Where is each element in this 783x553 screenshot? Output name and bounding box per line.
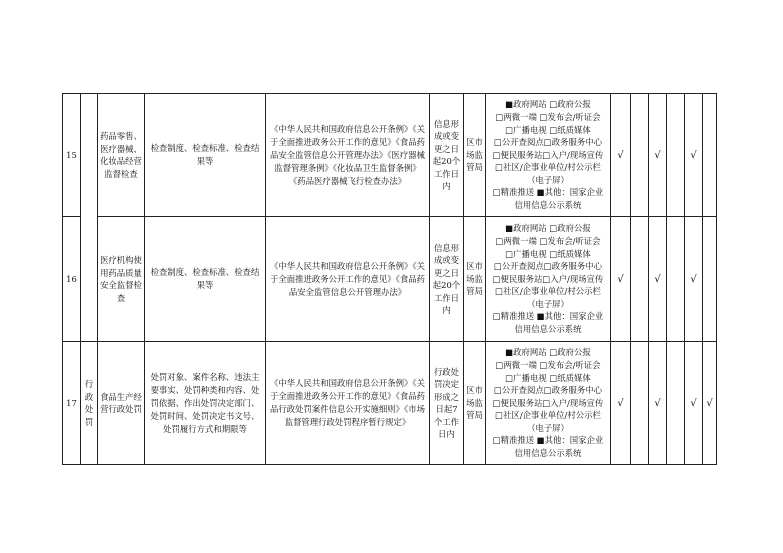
subject-cell: 区市场监管局	[464, 217, 486, 342]
check-mark	[703, 217, 717, 342]
check-mark: √	[649, 342, 667, 465]
channel-line: □两微一端 □发布会/听证会	[495, 359, 601, 370]
channel-line: □精准推送 ■其他：国家企业	[492, 435, 604, 446]
category-cell: 行政处罚	[81, 342, 98, 465]
channel-line: □社区/企事业单位/村公示栏	[495, 286, 601, 297]
check-mark: √	[685, 342, 703, 465]
channel-line: （电子屏）	[527, 422, 569, 433]
check-mark	[631, 342, 649, 465]
channel-line: □社区/企事业单位/村公示栏	[495, 410, 601, 421]
channel-line: □公开查阅点□政务服务中心	[494, 385, 602, 396]
check-mark: √	[611, 342, 631, 465]
time-limit-cell: 行政处罚决定形成之日起7个工作日内	[430, 342, 464, 465]
channel-line: □公开查阅点□政务服务中心	[494, 137, 602, 148]
channels-cell	[486, 342, 611, 465]
channel-line: □精准推送 ■其他：国家企业	[492, 187, 604, 198]
check-mark: √	[649, 217, 667, 342]
channel-line: （电子屏）	[527, 174, 569, 185]
channel-line: □便民服务站□入户/现场宣传	[492, 149, 604, 160]
disclosure-table	[62, 93, 717, 465]
channels-cell	[486, 217, 611, 342]
row-number: 16	[63, 217, 81, 342]
table-row	[63, 342, 717, 465]
basis-cell: 《中华人民共和国政府信息公开条例》《关于全面推进政务公开工作的意见》《食品药品安全监管信息公开管理办法》《医疗器械监督管理条例》《化妆品卫生监督条例》《药品医疗器械飞行检查办法》	[266, 94, 430, 217]
item-cell: 食品生产经营行政处罚	[98, 342, 145, 465]
channel-line: 信用信息公示系统	[514, 324, 582, 335]
time-limit-cell: 信息形成或变更之日起20个工作日内	[430, 217, 464, 342]
time-limit-cell: 信息形成或变更之日起20个工作日内	[430, 94, 464, 217]
channel-line: ■政府网站 □政府公报	[505, 99, 591, 110]
channel-line: □两微一端 □发布会/听证会	[495, 111, 601, 122]
basis-cell: 《中华人民共和国政府信息公开条例》《关于全面推进政务公开工作的意见》《食品药品行政处罚案件信息公开实施细则》《市场监督管理行政处罚程序暂行规定》	[266, 342, 430, 465]
row-number: 15	[63, 94, 81, 217]
row-number: 17	[63, 342, 81, 465]
content-cell: 检查制度、检查标准、检查结果等	[145, 217, 266, 342]
subject-cell: 区市场监管局	[464, 342, 486, 465]
check-mark: √	[611, 217, 631, 342]
channel-line: □公开查阅点□政务服务中心	[494, 261, 602, 272]
category-cell	[81, 94, 98, 342]
channels-cell	[486, 94, 611, 217]
channel-line: ■政府网站 □政府公报	[505, 347, 591, 358]
check-mark	[667, 342, 685, 465]
table-row	[63, 94, 717, 217]
channel-line: □两微一端 □发布会/听证会	[495, 235, 601, 246]
channel-line: □广播电视 □纸质媒体	[505, 248, 591, 259]
check-mark	[667, 217, 685, 342]
channel-line: □便民服务站□入户/现场宣传	[492, 273, 604, 284]
channel-line: （电子屏）	[527, 298, 569, 309]
subject-cell: 区市场监管局	[464, 94, 486, 217]
table-row	[63, 217, 717, 342]
channel-line: ■政府网站 □政府公报	[505, 223, 591, 234]
check-mark: √	[611, 94, 631, 217]
check-mark: √	[685, 94, 703, 217]
channel-line: □广播电视 □纸质媒体	[505, 372, 591, 383]
check-mark	[631, 217, 649, 342]
basis-cell: 《中华人民共和国政府信息公开条例》《关于全面推进政务公开工作的意见》《食品药品安全监管信息公开管理办法》	[266, 217, 430, 342]
check-mark: √	[685, 217, 703, 342]
channel-line: 信用信息公示系统	[514, 448, 582, 459]
check-mark	[703, 94, 717, 217]
content-cell: 检查制度、检查标准、检查结果等	[145, 94, 266, 217]
channel-line: □精准推送 ■其他：国家企业	[492, 311, 604, 322]
check-mark: √	[649, 94, 667, 217]
channel-line: □广播电视 □纸质媒体	[505, 124, 591, 135]
check-mark	[667, 94, 685, 217]
content-cell: 处罚对象、案件名称、违法主要事实、处罚种类和内容、处罚依据、作出处罚决定部门、处罚时间、处罚决定书文号、处罚履行方式和期限等	[145, 342, 266, 465]
item-cell: 医疗机构使用药品质量安全监督检查	[98, 217, 145, 342]
channel-line: □社区/企事业单位/村公示栏	[495, 162, 601, 173]
check-mark: √	[703, 342, 717, 465]
check-mark	[631, 94, 649, 217]
channel-line: 信用信息公示系统	[514, 200, 582, 211]
channel-line: □便民服务站□入户/现场宣传	[492, 397, 604, 408]
item-cell: 药品零售、医疗器械、化妆品经营监督检查	[98, 94, 145, 217]
